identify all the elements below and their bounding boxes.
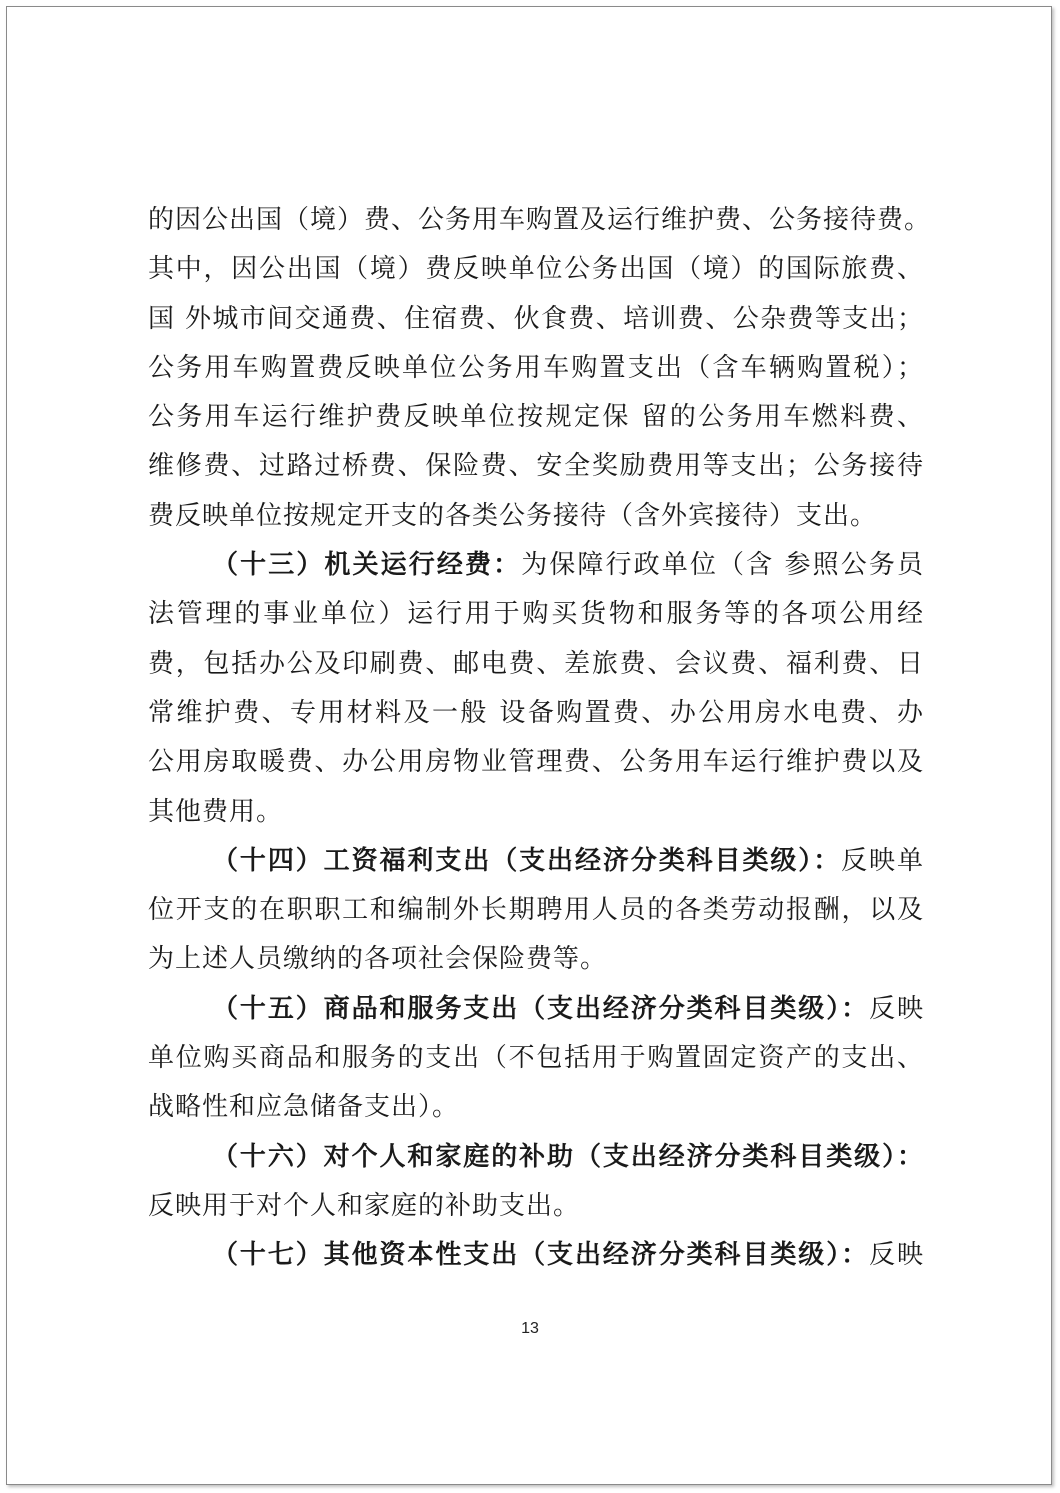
text-run: 为保障行政单位（含 参照公务员	[521, 550, 924, 581]
text-line: 公务用车运行维护费反映单位按规定保 留的公务用车燃料费、	[148, 402, 924, 433]
paragraph-first-line	[148, 1133, 924, 1182]
text-line: 公用房取暖费、办公用房物业管理费、公务用车运行维护费以及	[148, 747, 924, 778]
text-line: 战略性和应急储备支出）。	[148, 1092, 460, 1123]
text-line: 公务用车购置费反映单位公务用车购置支出（含车辆购置税）；	[148, 352, 924, 383]
text-run: 反映	[869, 993, 924, 1024]
text-line: 单位购买商品和服务的支出（不包括用于购置固定资产的支出、	[148, 1043, 924, 1074]
text-run: 反映单	[841, 845, 924, 876]
paragraph-first-line	[148, 541, 924, 590]
text-run: 反映	[869, 1240, 924, 1271]
document-body	[148, 196, 932, 1281]
text-line: 其他费用。	[148, 796, 284, 827]
text-line: 为上述人员缴纳的各项社会保险费等。	[148, 944, 608, 975]
text-line: 法管理的事业单位）运行用于购买货物和服务等的各项公用经	[148, 599, 924, 630]
section-heading: （十七）其他资本性支出（支出经济分类科目类级）：	[212, 1240, 870, 1271]
paragraph-first-line	[148, 837, 924, 886]
text-line: 的因公出国（境）费、公务用车购置及运行维护费、公务接待费。	[148, 205, 932, 235]
text-line: 常维护费、专用材料及一般 设备购置费、办公用房水电费、办	[148, 697, 924, 728]
text-line: 其中，因公出国（境）费反映单位公务出国（境）的国际旅费、	[148, 254, 924, 285]
page-number: 13	[521, 1320, 539, 1337]
section-heading: （十三）机关运行经费：	[212, 550, 522, 581]
text-line: 国 外城市间交通费、住宿费、伙食费、培训费、公杂费等支出；	[148, 303, 924, 334]
section-heading: （十五）商品和服务支出（支出经济分类科目类级）：	[212, 993, 870, 1024]
section-heading: （十四）工资福利支出（支出经济分类科目类级）：	[212, 845, 842, 876]
text-line: 位开支的在职职工和编制外长期聘用人员的各类劳动报酬，以及	[148, 895, 924, 926]
paragraph-first-line	[148, 1231, 924, 1280]
text-line: 费反映单位按规定开支的各类公务接待（含外宾接待）支出。	[148, 500, 878, 531]
text-line: 反映用于对个人和家庭的补助支出。	[148, 1190, 581, 1221]
text-line: 费，包括办公及印刷费、邮电费、差旅费、会议费、福利费、日	[148, 648, 924, 679]
paragraph-first-line	[148, 985, 924, 1034]
text-line: 维修费、过路过桥费、保险费、安全奖励费用等支出；公务接待	[148, 451, 924, 482]
section-heading: （十六）对个人和家庭的补助（支出经济分类科目类级）：	[212, 1141, 924, 1172]
